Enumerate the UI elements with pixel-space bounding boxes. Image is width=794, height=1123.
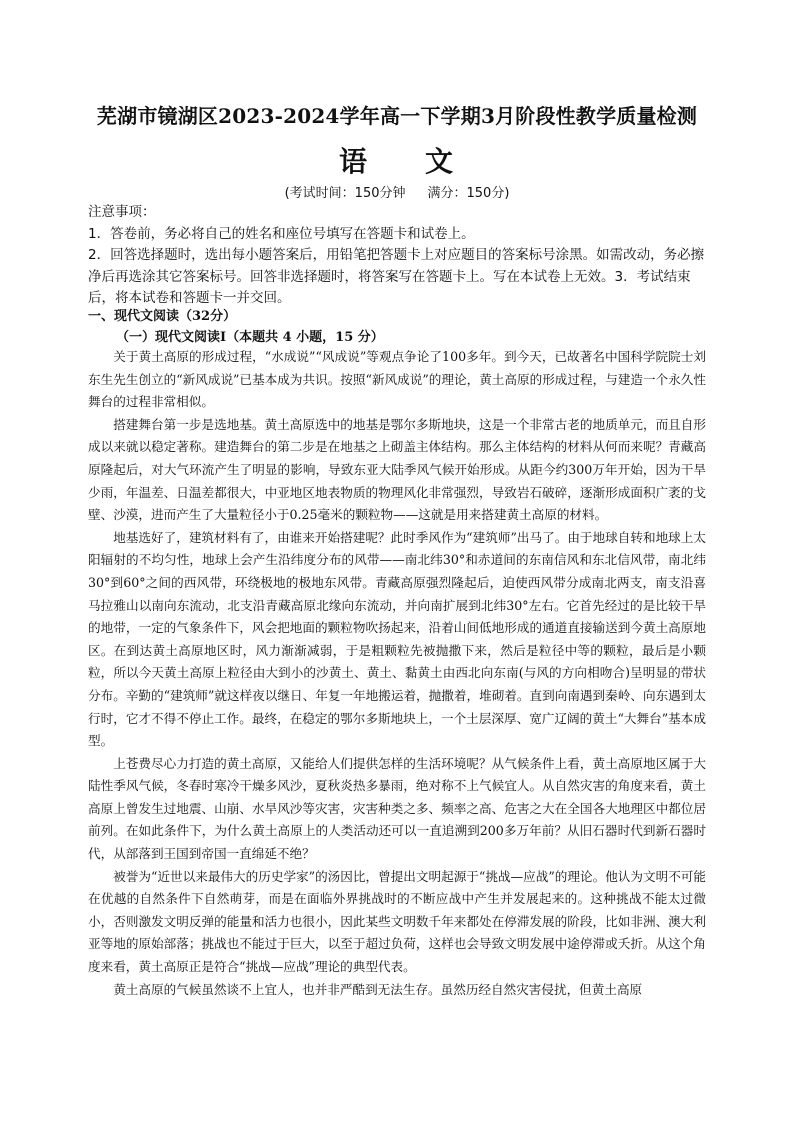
full-score: 满分：150分) [427,186,510,201]
notes-heading: 注意事项： [88,204,156,220]
passage-paragraph-4: 上苍费尽心力打造的黄土高原，又能给人们提供怎样的生活环境呢？从气候条件上看，黄土高原地区属于大陆性季风气候，冬春时寒冷干燥多风沙，夏秋炎热多暴雨，绝对称不上气候宜人。从自然灾害的角度来看，黄土高原上曾发生过地震、山崩、水旱风沙等灾害，灾害种类之多、频率之高、危害之大在全国各大地理区中都位居前列。在如此条件下，为什么黄土高原上的人类活动还可以一直追溯到200多万年前？从旧石器时代到新石器时代，从部落到王国到帝国一直绵延不绝？ [88,755,706,862]
reading-passage [88,346,706,1001]
exam-title: 芜湖市镜湖区2023-2024学年高一下学期3月阶段性教学质量检测 [96,104,698,128]
passage-paragraph-3: 地基选好了，建筑材料有了，由谁来开始搭建呢？此时季风作为“建筑师”出马了。由于地球自转和地球上太阳辐射的不均匀性，地球上会产生沿纬度分布的风带——南北纬30°和赤道间的东南信风和东北信风带，南北纬30°到60°之间的西风带，环绕极地的极地东风带。青藏高原强烈隆起后，迫使西风带分成南北两支，南支沿喜马拉雅山以南向东流动，北支沿青藏高原北缘向东流动，并向南扩展到北纬30°左右。它首先经过的是比较干旱的地带，一定的气象条件下，风会把地面的颗粒物吹扬起来，沿着山间低地形成的通道直接输送到今黄土高原地区。在到达黄土高原地区时，风力渐渐减弱，于是粗颗粒先被抛撒下来，然后是粒径中等的颗粒，最后是小颗粒，所以今天黄土高原上粒径由大到小的沙黄土、黄土、黏黄土由西北向东南(与风的方向相吻合)呈明显的带状分布。辛勤的“建筑师”就这样夜以继日、年复一年地搬运着，抛撒着，堆砌着。直到向南遇到秦岭、向东遇到太行时，它才不得不停止工作。最终，在稳定的鄂尔多斯地块上，一个土层深厚、宽广辽阔的黄土“大舞台”基本成型。 [88,529,706,749]
subject-char-2: 文 [425,145,456,178]
passage-paragraph-5: 被誉为“近世以来最伟大的历史学家”的汤因比，曾提出文明起源于“挑战—应战”的理论。他认为文明不可能在优越的自然条件下自然萌芽，而是在面临外界挑战时的不断应战中产生并发展起来的。这种挑战不能太过微小，否则激发文明反弹的能量和活力也很小，因此某些文明数千年来都处在停滞发展的阶段，比如非洲、澳大利亚等地的原始部落；挑战也不能过于巨大，以至于超过负荷，这样也会导致文明发展中途停滞或夭折。从这个角度来看，黄土高原正是符合“挑战—应战”理论的典型代表。 [88,868,706,975]
subject-heading [0,140,794,180]
section-heading: 一、现代文阅读（32分） [88,309,237,324]
notes-block [88,202,706,310]
exam-time: (考试时间：150分钟 [284,186,406,201]
passage-paragraph-2: 搭建舞台第一步是选地基。黄土高原选中的地基是鄂尔多斯地块，这是一个非常古老的地质单元，而且自形成以来就以稳定著称。建造舞台的第二步是在地基之上砌盖主体结构。那么主体结构的材料从何而来呢？青藏高原隆起后，对大气环流产生了明显的影响，导致东亚大陆季风气候开始形成。从距今约300万年开始，因为干旱少雨，年温差、日温差都很大，中亚地区地表物质的物理风化非常强烈，导致岩石破碎，逐渐形成面积广袤的戈壁、沙漠，进而产生了大量粒径小于0.25毫米的颗粒物——这就是用来搭建黄土高原的材料。 [88,416,706,523]
subsection-heading: （一）现代文阅读Ⅰ（本题共 4 小题，15 分） [116,330,384,345]
passage-paragraph-6: 黄土高原的气候虽然谈不上宜人，也并非严酷到无法生存。虽然历经自然灾害侵扰，但黄土高原 [113,981,643,997]
notes-item-2: 2．回答选择题时，选出每小题答案后，用铅笔把答题卡上对应题目的答案标号涂黑。如需改动，务必擦净后再选涂其它答案标号。回答非选择题时，将答案写在答题卡上。写在本试卷上无效。3．考试结束后，将本试卷和答题卡一并交回。 [88,247,705,306]
notes-item-1: 1．答卷前，务必将自己的姓名和座位号填写在答题卡和试卷上。 [88,225,475,242]
subject-char-1: 语 [338,145,369,178]
exam-info [0,182,794,201]
passage-paragraph-1: 关于黄土高原的形成过程，“水成说”“风成说”等观点争论了100多年。到今天，已故著名中国科学院院士刘东生先生创立的“新风成说”已基本成为共识。按照“新风成说”的理论，黄土高原的形成过程，与建造一个永久性舞台的过程非常相似。 [88,349,706,410]
